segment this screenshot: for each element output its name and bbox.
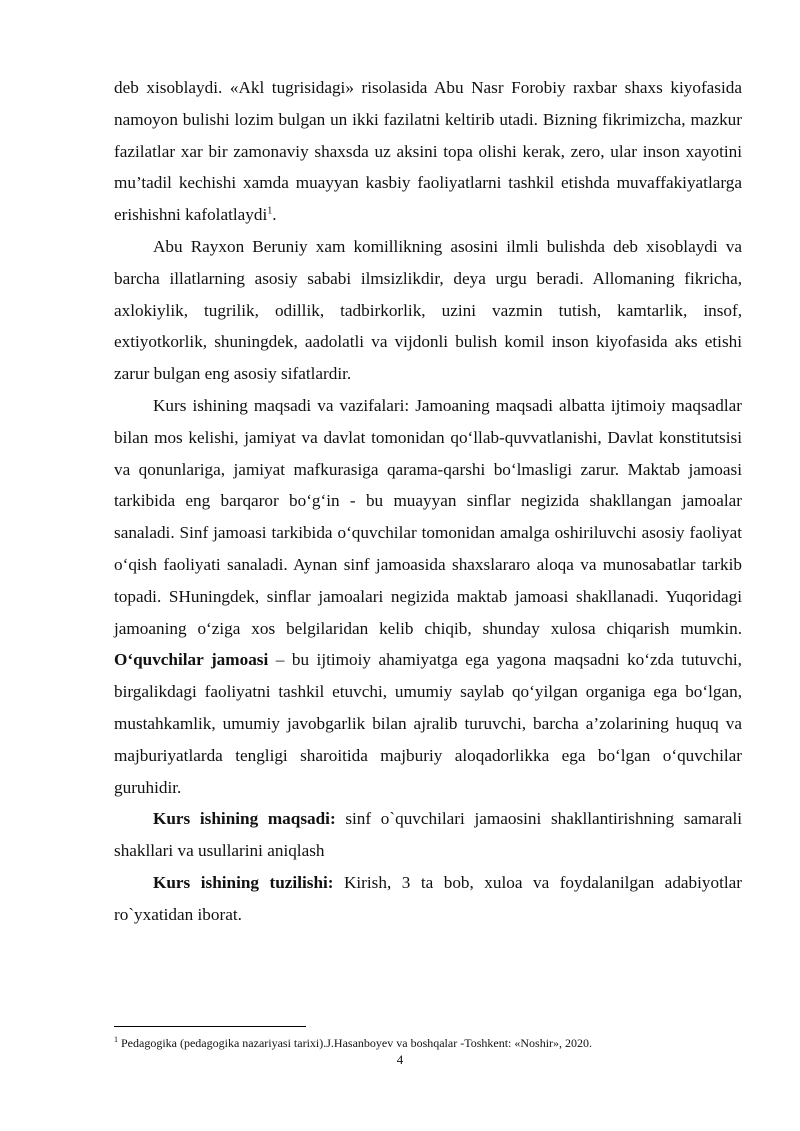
page-number: 4 xyxy=(396,1052,404,1067)
paragraph-goals-and-tasks xyxy=(114,390,742,803)
paragraph-course-structure xyxy=(114,867,742,931)
course-structure-heading: Kurs ishining tuzilishi: xyxy=(153,872,334,892)
footnote-text: Pedagogika (pedagogika nazariyasi tarixi).J.Hasanboyev va boshqalar -Toshkent: «Noshir», 2020. xyxy=(118,1036,593,1050)
term-students-collective: O‘quvchilar jamoasi xyxy=(114,650,269,670)
course-goal-text: sinf o`quvchilari jamaosini shakllantirishning samarali shakllari va usullarini aniqlash xyxy=(114,809,742,861)
paragraph-goals-definition: – bu ijtimoiy ahamiyatga ega yagona maqsadni ko‘zda tutuvchi, birgalikdagi faoliyatni tashkil etuvchi, umumiy saylab qo‘yilgan organiga ega bo‘lgan, mustahkamlik, umumiy javobgarlik bilan ajralib turuvchi, barcha a’zolarining huquq va majburiyatlarda tengligi sharoitida majburiy aloqadorlikka ega bo‘lgan o‘quvchilar guruhidir. xyxy=(114,650,742,797)
course-goal-heading: Kurs ishining maqsadi: xyxy=(153,809,336,829)
document-body xyxy=(114,72,742,931)
paragraph-beruniy: Abu Rayxon Beruniy xam komillikning asosini ilmli bulishda deb xisoblaydi va barcha illatlarning asosiy sababi ilmsizlikdir, deya urgu beradi. Allomaning fikricha, axlokiylik, tugrilik, odillik, tadbirkorlik, uzini vazmin tutish, kamtarlik, insof, extiyotkorlik, shuningdek, aadolatli va vijdonli bulish komil inson kiyofasida aks etishi zarur bulgan eng asosiy sifatlardir. xyxy=(114,236,742,384)
paragraph-forobiy-text: deb xisoblaydi. «Akl tugrisidagi» risolasida Abu Nasr Forobiy raxbar shaxs kiyofasida namoyon bulishi lozim bulgan un ikki fazilatni keltirib utadi. Bizning fikrimizcha, mazkur fazilatlar xar bir zamonaviy shaxsda uz aksini topa olishi kerak, zero, ular inson xayotini mu’tadil kechishi xamda muayyan kasbiy faoliyatlarni tashkil etishda muvaffakiyatlarga erishishni kafolatlaydi xyxy=(114,78,742,225)
paragraph-course-goal xyxy=(114,803,742,867)
footnote-marker: 1 xyxy=(114,1035,118,1044)
course-structure-text: Kirish, 3 ta bob, xuloa va foydalanilgan adabiyotlar ro`yxatidan iborat. xyxy=(114,872,742,924)
footnote xyxy=(114,1036,742,1051)
footnote-reference: 1 xyxy=(267,205,273,217)
paragraph-forobiy xyxy=(114,72,742,231)
paragraph-forobiy-end: . xyxy=(272,205,277,225)
footnote-separator xyxy=(114,1026,306,1027)
paragraph-goals-text: Kurs ishining maqsadi va vazifalari: Jamoaning maqsadi albatta ijtimoiy maqsadlar bilan mos kelishi, jamiyat va davlat tomonidan qo‘llab-quvvatlanishi, Davlat konstitutsisi va qonunlariga, jamiyat mafkurasiga qarama-qarshi bo‘lmasligi zarur. Maktab jamoasi tarkibida eng barqaror bo‘g‘in - bu muayyan sinflar negizida shakllangan jamoalar sanaladi. Sinf jamoasi tarkibida o‘quvchilar tomonidan amalga oshiriluvchi asosiy faoliyat o‘qish faoliyati sanaladi. Aynan sinf jamoasida shaxslararo aloqa va munosabatlar tarkib topadi. SHuningdek, sinflar jamoalari negizida maktab jamoasi shakllanadi. Yuqoridagi jamoaning o‘ziga xos belgilaridan kelib chiqib, shunday xulosa chiqarish mumkin. xyxy=(114,395,742,638)
